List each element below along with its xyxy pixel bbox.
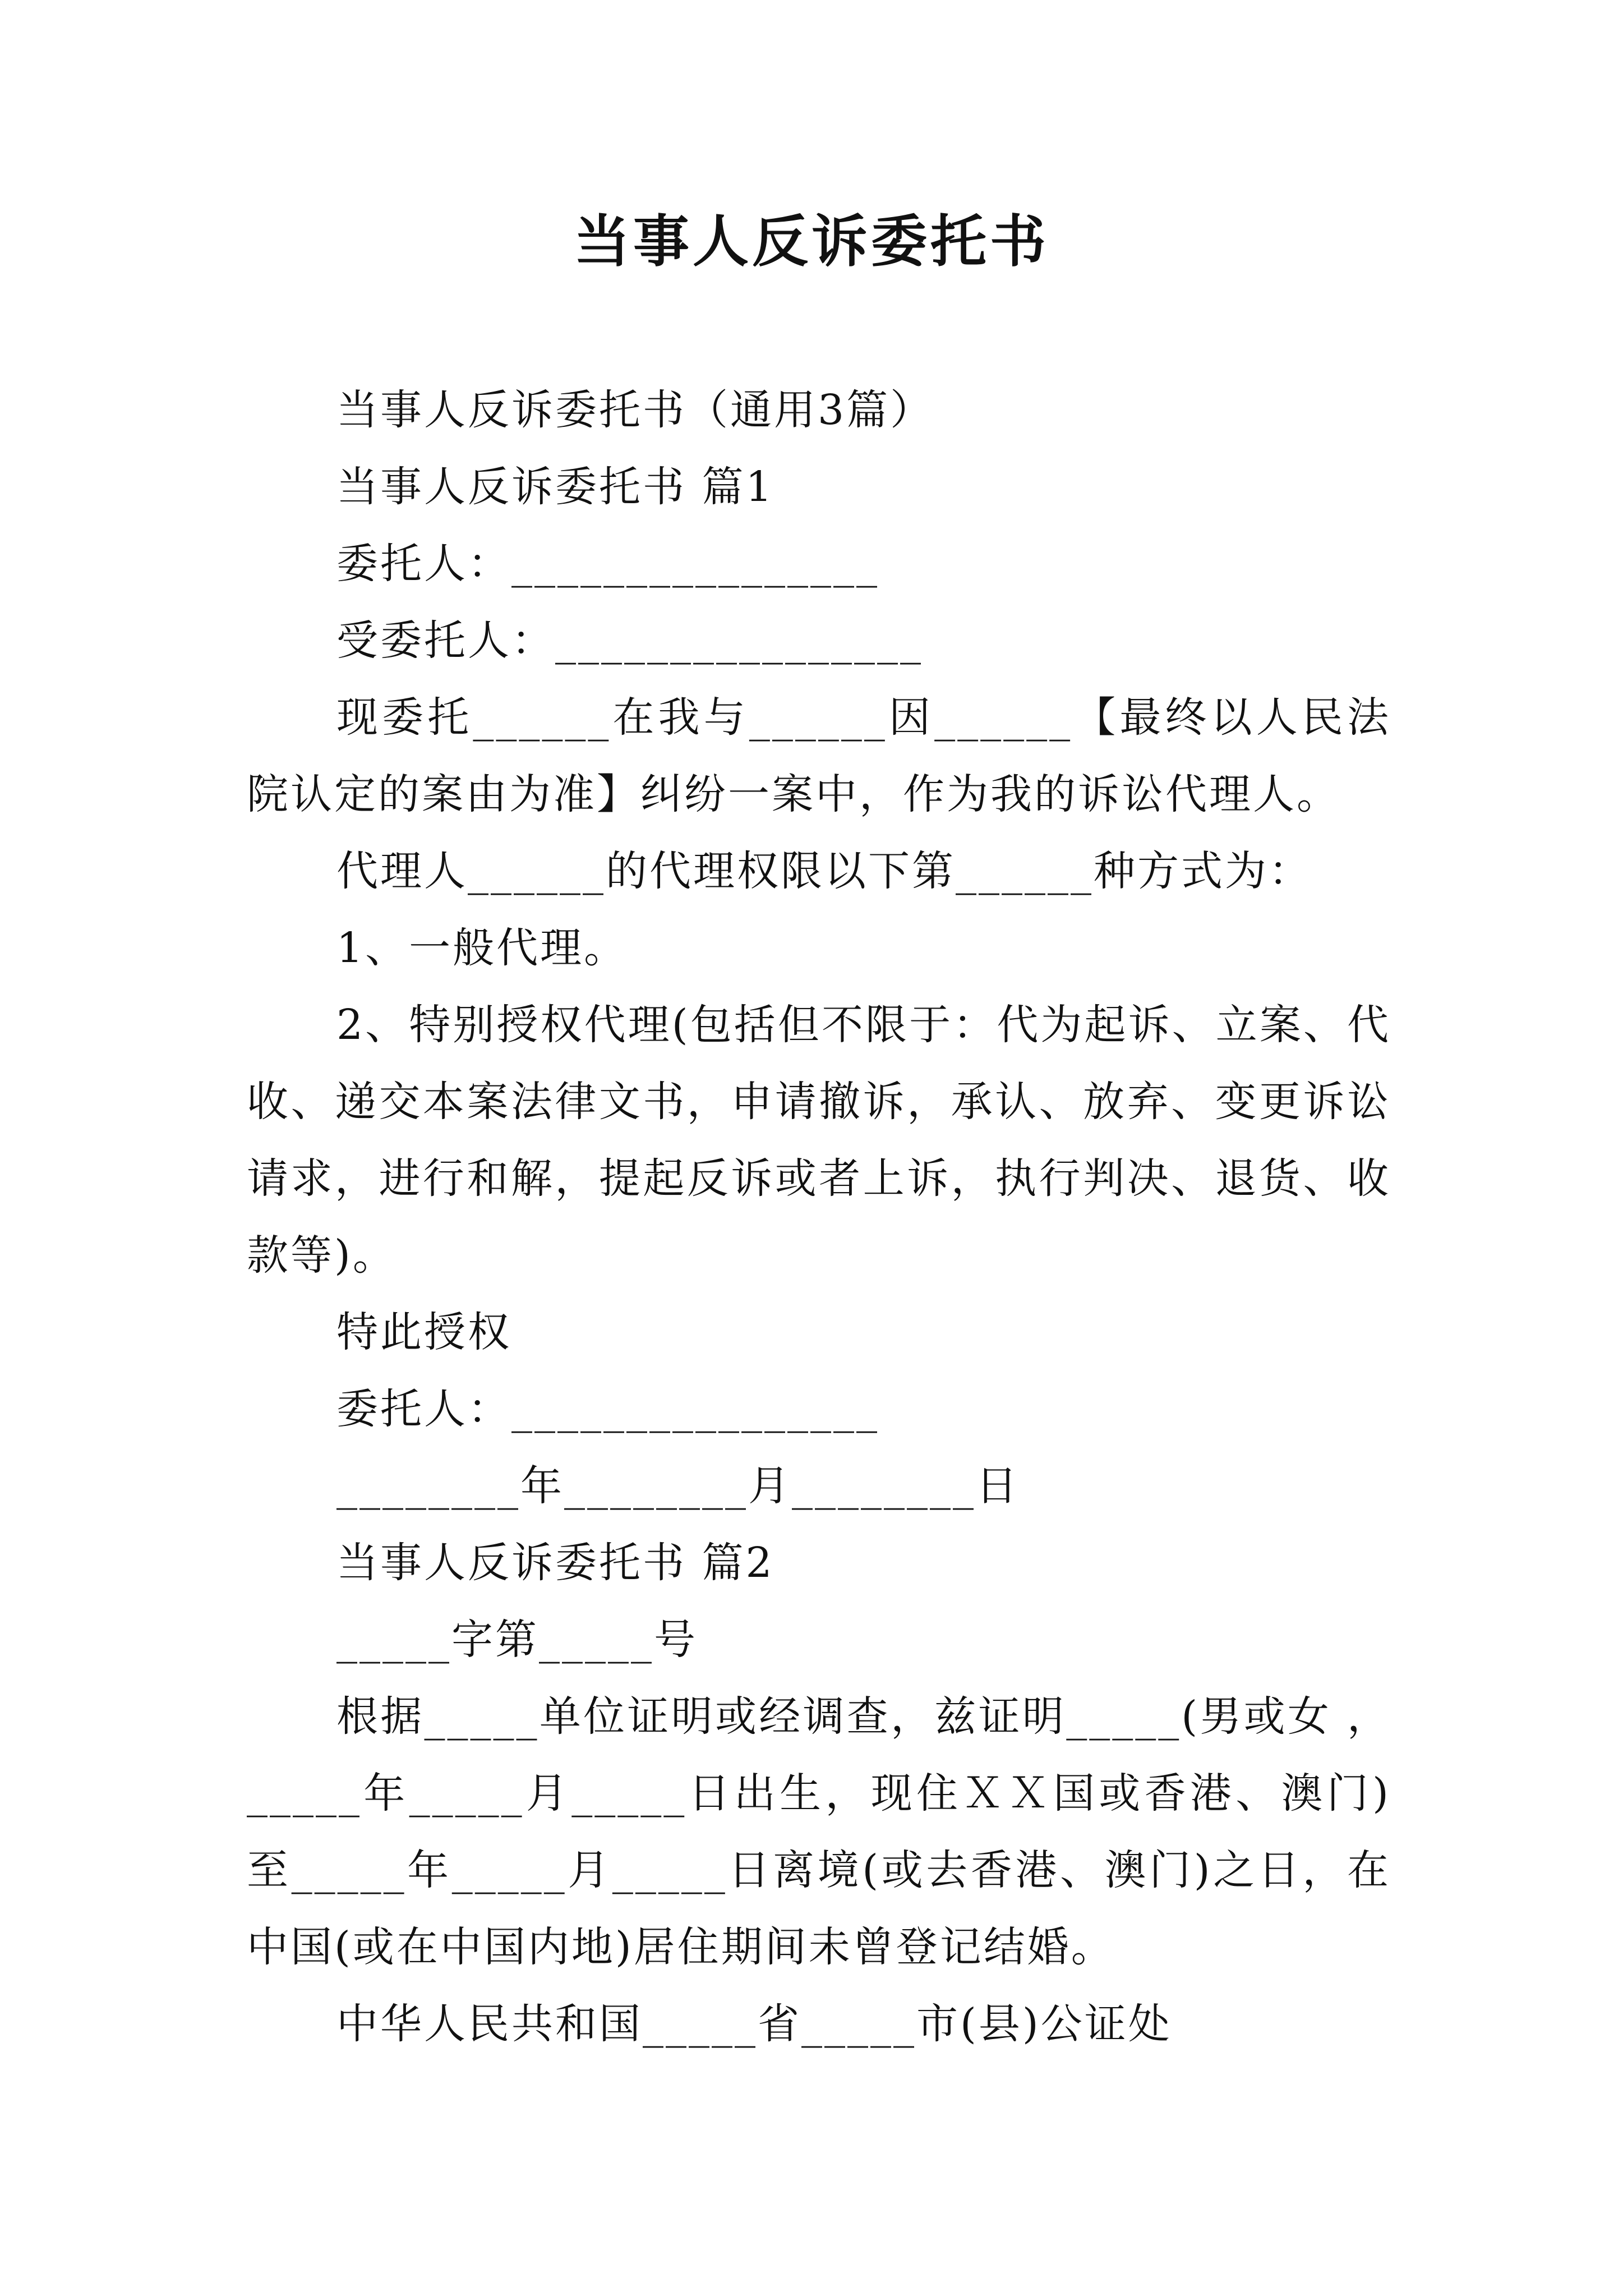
document-title: 当事人反诉委托书 (574, 208, 1049, 274)
document-body (247, 372, 1391, 2063)
paragraph-general-agency: 1、一般代理。 (336, 924, 628, 972)
paragraph-document-number: _____字第_____号 (336, 1616, 698, 1664)
paragraph-certification: 根据_____单位证明或经调查，兹证明_____(男或女 ，_____年_____月_____日出生，现住ＸＸ国或香港、澳门)至_____年_____月_____日离境(或去香港、澳门)之日，在中国(或在中国内地)居住期间未曾登记结婚。 (247, 1692, 1391, 1971)
paragraph-principal-signature: 委托人：________________ (336, 1385, 879, 1433)
paragraph-hereby-authorize: 特此授权 (336, 1308, 511, 1356)
paragraph-heading-general: 当事人反诉委托书（通用3篇） (336, 386, 934, 434)
paragraph-section-1-title: 当事人反诉委托书 篇1 (336, 463, 774, 511)
paragraph-special-authorization: 2、特别授权代理(包括但不限于：代为起诉、立案、代收、递交本案法律文书，申请撤诉，承认、放弃、变更诉讼请求，进行和解，提起反诉或者上诉，执行判决、退货、收款等)。 (247, 1001, 1391, 1280)
paragraph-entrustment: 现委托______在我与______因______【最终以人民法院认定的案由为准】纠纷一案中，作为我的诉讼代理人。 (247, 693, 1391, 818)
paragraph-authority-scope: 代理人______的代理权限以下第______种方式为： (336, 847, 1312, 895)
paragraph-agent: 受委托人：________________ (336, 616, 923, 665)
paragraph-notary-office: 中华人民共和国_____省_____市(县)公证处 (336, 2000, 1172, 2048)
paragraph-date-line: ________年________月________日 (336, 1462, 1020, 1510)
paragraph-section-2-title: 当事人反诉委托书 篇2 (336, 1539, 774, 1587)
paragraph-principal: 委托人：________________ (336, 540, 879, 588)
